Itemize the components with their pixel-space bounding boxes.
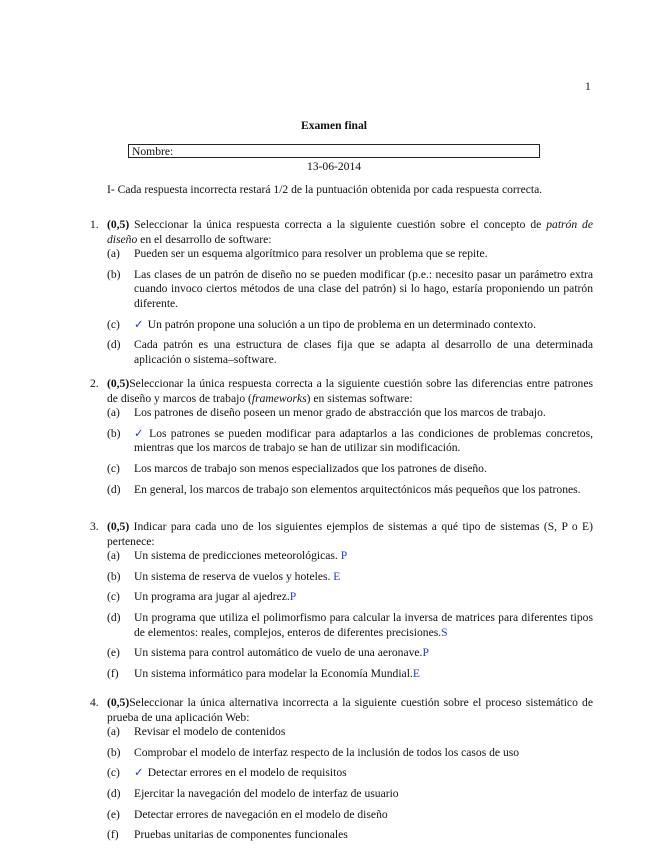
question-points: (0,5) [107, 218, 130, 231]
option [90, 787, 593, 802]
option-list [90, 549, 593, 681]
question-stem [90, 218, 593, 247]
option [90, 406, 593, 421]
question-1 [90, 218, 593, 367]
name-label: Nombre: [132, 145, 174, 158]
option-text: Ejercitar la navegación del modelo de interfaz de usuario [134, 786, 399, 800]
answer-mark: E [333, 569, 341, 583]
option [90, 766, 593, 781]
option-label: (b) [107, 569, 121, 583]
option-text: Un sistema de reserva de vuelos y hoteles. [134, 569, 334, 583]
question-stem [90, 520, 593, 549]
question-number: 1. [90, 218, 99, 231]
question-3 [90, 520, 593, 681]
question-4 [90, 696, 593, 843]
question-text: Seleccionar la única alternativa incorrecta a la siguiente cuestión sobre el proceso sistemático de prueba de una aplicación Web: [107, 696, 593, 724]
option-label: (d) [107, 482, 121, 496]
option [90, 427, 593, 456]
question-text: Seleccionar la única respuesta correcta a la siguiente cuestión sobre las diferencias entre patrones de diseño y marcos de trabajo ( [107, 377, 593, 405]
option-text: Los patrones se pueden modificar para adaptarlos a las condiciones de problemas concretos, mientras que los marcos de trabajo se han de utilizar sin modificación. [134, 426, 593, 455]
option [90, 483, 593, 498]
question-emphasis: patrón de diseño [107, 218, 593, 246]
option-label: (e) [107, 646, 120, 660]
option-label: (c) [107, 461, 120, 475]
exam-title: Examen final [300, 119, 368, 132]
question-emphasis: frameworks [251, 391, 307, 405]
option-text: Las clases de un patrón de diseño no se pueden modificar (p.e.: necesito pasar un parámetro extra cuando invoco ciertos métodos de una clase del patrón) si lo hago, estaría proponiendo un patrón diferente. [134, 267, 593, 310]
option-list [90, 725, 593, 843]
option [90, 590, 593, 605]
option-label: (e) [107, 807, 120, 821]
option-text: Pruebas unitarias de componentes funcionales [134, 828, 348, 842]
answer-mark: P [422, 646, 429, 660]
option-list [90, 406, 593, 497]
page-number: 1 [585, 80, 591, 93]
question-points: (0,5) [107, 520, 130, 533]
option-text: Detectar errores en el modelo de requisitos [147, 766, 347, 780]
checkmark-icon: ✓ [134, 766, 144, 780]
option-label: (f) [107, 666, 119, 680]
option [90, 808, 593, 823]
option-label: (a) [107, 406, 120, 420]
question-points: (0,5) [107, 377, 130, 390]
question-stem [90, 696, 593, 725]
option-label: (a) [107, 247, 120, 261]
option-text: Los marcos de trabajo son menos especializados que los patrones de diseño. [134, 461, 487, 475]
question-text: Indicar para cada uno de los siguientes ejemplos de sistemas a qué tipo de sistemas (S, P o E) pertenece: [107, 520, 593, 548]
option [90, 268, 593, 312]
option [90, 247, 593, 262]
option-label: (d) [107, 338, 121, 352]
option-label: (b) [107, 267, 121, 281]
option-label: (a) [107, 725, 120, 739]
name-field[interactable] [128, 144, 540, 158]
instructions: I- Cada respuesta incorrecta restará 1/2 de la puntuación obtenida por cada respuesta correcta. [107, 183, 543, 196]
option [90, 462, 593, 477]
option-label: (d) [107, 786, 121, 800]
option [90, 318, 593, 333]
checkmark-icon: ✓ [134, 317, 144, 331]
option-text: Un programa ara jugar al ajedrez. [134, 590, 290, 604]
option-list [90, 247, 593, 367]
option-label: (c) [107, 766, 120, 780]
option [90, 570, 593, 585]
exam-date: 13-06-2014 [306, 160, 362, 173]
option [90, 611, 593, 640]
option-text: Los patrones de diseño poseen un menor grado de abstracción que los marcos de trabajo. [134, 406, 546, 420]
answer-mark: P [289, 590, 297, 604]
option-label: (a) [107, 549, 120, 563]
question-stem [90, 377, 593, 406]
question-number: 4. [90, 696, 99, 709]
question-text-end: en el desarrollo de software: [137, 232, 272, 246]
option-label: (c) [107, 590, 120, 604]
option-text: Detectar errores de navegación en el modelo de diseño [134, 807, 388, 821]
question-number: 2. [90, 377, 99, 390]
option-label: (f) [107, 828, 119, 842]
option-text: Cada patrón es una estructura de clases fija que se adapta al desarrollo de una determinada aplicación o sistema–software. [134, 338, 593, 366]
option-text: Un sistema de predicciones meteorológicas. [134, 549, 341, 563]
option [90, 746, 593, 761]
question-2 [90, 377, 593, 497]
option [90, 667, 593, 682]
option [90, 549, 593, 564]
option-label: (d) [107, 610, 121, 624]
answer-mark: S [441, 625, 448, 639]
answer-mark: P [340, 549, 348, 563]
option-label: (b) [107, 426, 121, 440]
question-text: Seleccionar la única respuesta correcta a la siguiente cuestión sobre el concepto de [129, 218, 547, 231]
option-text: Un sistema para control automático de vuelo de una aeronave. [134, 646, 423, 660]
option [90, 646, 593, 661]
question-number: 3. [90, 520, 99, 533]
option-text: Revisar el modelo de contenidos [134, 725, 286, 739]
option-text: Un patrón propone una solución a un tipo de problema en un determinado contexto. [147, 317, 537, 331]
question-text-end: ) en sistemas software: [306, 391, 413, 405]
option-text: En general, los marcos de trabajo son elementos arquitectónicos más pequeños que los patrones. [134, 482, 581, 496]
option-text: Pueden ser un esquema algorítmico para resolver un problema que se repite. [134, 247, 488, 261]
answer-mark: E [412, 666, 420, 680]
question-points: (0,5) [107, 696, 130, 709]
option-label: (c) [107, 317, 120, 331]
option-text: Un programa que utiliza el polimorfismo para calcular la inversa de matrices para diferentes tipos de elementos: reales, complejos, enteros de diferentes precisiones. [134, 610, 593, 639]
option-text: Comprobar el modelo de interfaz respecto de la inclusión de todos los casos de uso [134, 745, 520, 759]
option [90, 338, 593, 367]
option-label: (b) [107, 745, 121, 759]
option-text: Un sistema informático para modelar la Economía Mundial. [134, 666, 413, 680]
option [90, 725, 593, 740]
checkmark-icon: ✓ [134, 426, 146, 440]
option [90, 828, 593, 843]
